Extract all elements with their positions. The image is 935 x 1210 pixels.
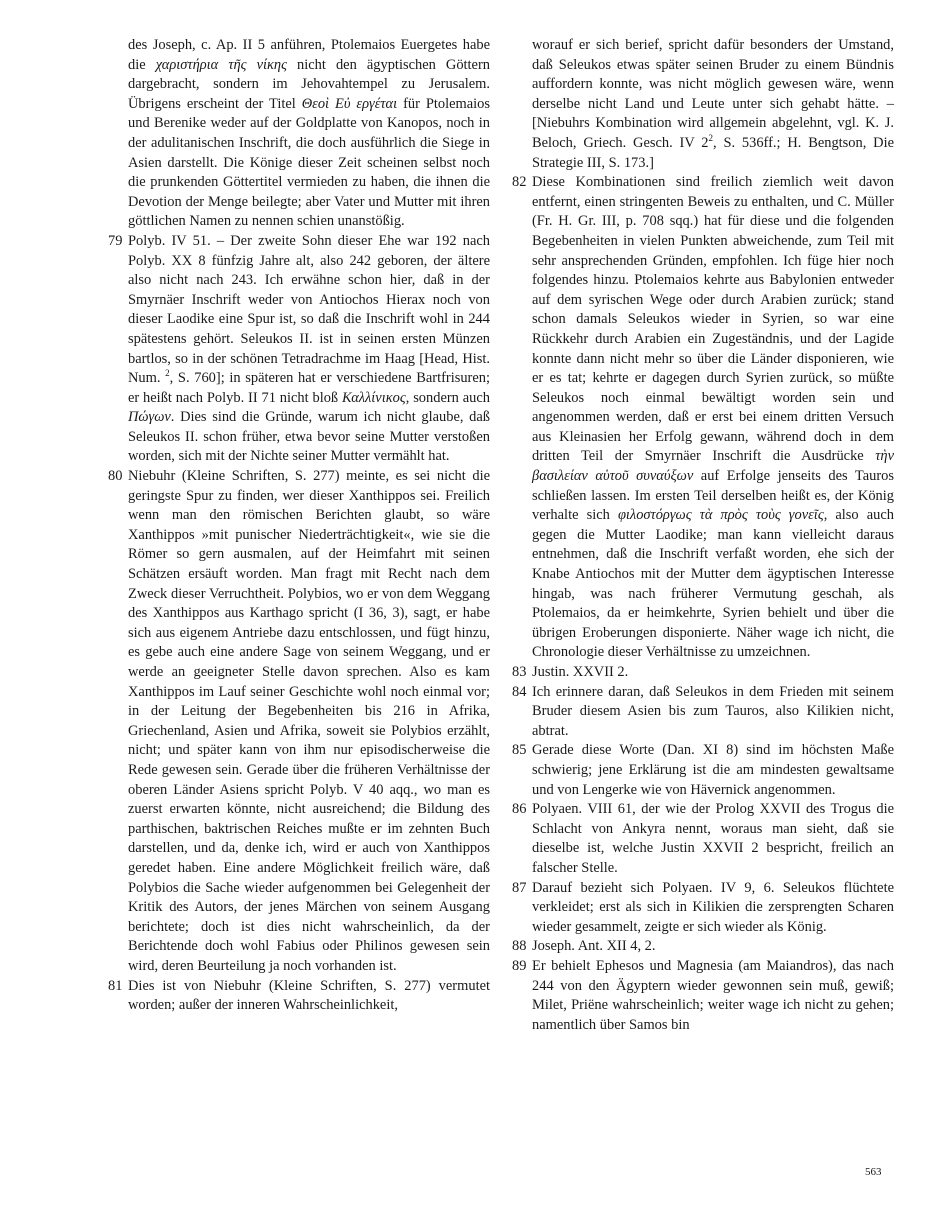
footnote-number: 79 <box>108 232 123 249</box>
footnote-number: 80 <box>108 468 123 485</box>
continued-note-81: worauf er sich berief, spricht dafür besonders der Umstand, daß Seleukos etwas später seinen Bruder zu einem Bündnis auffordern konnte, was nicht möglich gewesen wäre, wenn derselbe nicht Land und Leute unter sich gehabt hätte. – [Niebuhrs Kombination wird allgemein abgelehnt, vgl. K. J. Beloch, Griech. Gesch. IV $2^2$, S. 536ff.; H. Bengtson, Die Strategie III, S. 173.] <box>532 37 894 171</box>
left-column <box>108 36 490 1016</box>
footnote-83: 83 Justin. XXVII 2. <box>512 663 894 683</box>
greek-text: τὴν βασιλείαν αὑτοῦ συναύξων <box>532 448 894 485</box>
greek-text: φιλοστόργως τὰ πρὸς τοὺς γονεῖς <box>617 507 824 524</box>
footnote-88: 88 Joseph. Ant. XII 4, 2. <box>512 937 894 957</box>
footnote-number: 85 <box>512 742 527 759</box>
footnote-82: 82 Diese Kombinationen sind freilich ziemlich weit davon entfernt, einen stringenten Beweis zu enthalten, und C. Müller (Fr. H. Gr. III, p. 708 sqq.) hat für diese und die folgenden Begebenheiten in vielen Punkten abweichende, zum Teil mit sehr ansprechenden Gründen, empfohlen. Ich füge hier noch folgendes hinzu. Ptolemaios kehrte aus Babylonien entweder auf dem syrischen Wege oder durch Arabien zurück; stand schon damals Seleukos wieder in Syrien, so war eine Rückkehr durch Arabien ein Zugeständnis, und der Lagide konnte dann nicht mehr so über die Länder disponieren, wie er es tat; kehrte er dagegen durch Syrien zurück, so müßte Seleukos noch einmal bewältigt worden sein und angenommen werden, daß er erst bei einem dritten Versuch aus Kleinasien her Erfolg gewann, während doch in dem dritten Teil der Smyrnäer Inschrift die Ausdrücke τὴν βασιλείαν αὑτοῦ συναύξων auf Erfolge jenseits des Tauros schließen lassen. Im ersten Teil derselben heißt es, der König verhalte sich φιλοστόργως τὰ πρὸς τοὺς γονεῖς, also auch gegen die Mutter Laodike; man kann vielleicht daraus entnehmen, daß die Inschrift verfaßt worden, ehe sich der Knabe Antiochos mit der Mutter dem ägyptischen Interesse hingab, was nach früherer Vermutung geschah, als Ptolemaios, da er heimkehrte, Syrien behielt und über die übrigen Eroberungen disponierte. Näher wage ich nicht, die Chronologie dieser Verhältnisse zu umzeichnen. <box>512 174 894 661</box>
footnote-86: 86 Polyaen. VIII 61, der wie der Prolog XXVII des Trogus die Schlacht von Ankyra nennt, woraus man sieht, daß sie dieselbe ist, welche Justin XXVII 2 bespricht, freilich an falscher Stelle. <box>512 801 894 876</box>
footnote-81: 81 Dies ist von Niebuhr (Kleine Schriften, S. 277) vermutet worden; außer der inneren Wahrscheinlichkeit, <box>108 977 490 1014</box>
greek-text: Θεοὶ Εὐ εργέται <box>301 95 398 112</box>
footnote-89: 89 Er behielt Ephesos und Magnesia (am Maiandros), das nach 244 von den Ägyptern wieder gewonnen sein muß, gewiß; Milet, Priëne wahrscheinlich; weiter wage ich nicht zu gehen; namentlich über Samos bin <box>512 957 894 1033</box>
greek-text: Πώγων <box>128 409 171 426</box>
footnote-number: 83 <box>512 664 527 680</box>
page-number: 563 <box>865 1166 882 1178</box>
superscript: 2 <box>165 368 170 379</box>
greek-text: χαριστήρια τῆς νίκης <box>155 56 287 73</box>
superscript: 2 <box>708 133 714 144</box>
greek-text: Καλλίνικος <box>341 389 406 406</box>
right-column <box>512 36 894 1035</box>
footnote-number: 81 <box>108 977 123 994</box>
footnote-number: 88 <box>512 938 527 955</box>
continued-note-78: des Joseph, c. Ap. II 5 anführen, Ptolemaios Euergetes habe die χαριστήρια τῆς νίκης nicht den ägyptischen Göttern dargebracht, sondern im Jehovahtempel zu Jerusalem. Übrigens erscheint der Titel Θεοὶ Εὐ εργέται für Ptolemaios und Berenike weder auf der Goldplatte von Kanopos, noch in der adulitanischen Inschrift, die doch ausführlich die Siege in Asien darstellt. Die Könige dieser Zeit scheinen selbst noch die prunkenden Göttertitel vermieden zu haben, die ihnen die Devotion der Menge beilegte; aber Vater und Mutter mit ihren göttlichen Namen zu nennen schien unanstößig. <box>128 37 491 230</box>
footnote-number: 87 <box>512 879 527 896</box>
footnote-80: 80 Niebuhr (Kleine Schriften, S. 277) meinte, es sei nicht die geringste Spur zu finden, wer dieser Xanthippos sei. Freilich wenn man den römischen Berichten glaubt, so wäre Xanthippos »mit punischer Niederträchtigkeit«, wie sie die Römer so gern ausmalen, auf der Heimfahrt mit seinen Schätzen ersäuft worden. Man fragt mit Recht nach dem Zweck dieser Verruchtheit. Polybios, wo er von dem Weggang des Xanthippos aus Karthago spricht (I 36, 3), sagt, er habe sich aus eigenem Antriebe dazu entschlossen, und fügt hinzu, es gebe auch eine andere Sage von seinem Weggang, und er werde an geeigneter Stelle davon sprechen. Also es kam Xanthippos im Lauf seiner Geschichte wohl noch einmal vor; in der Leitung der Begebenheiten bis 216 in Afrika, Griechenland, Asien und Afrika, soweit sie Polybios erzählt, nicht; und später kann von ihm nur episodischerweise die Rede gewesen sein. Gerade über die früheren Verhältnisse der oberen Länder Asiens spricht Polyb. V 40 aqq., wo man es zuerst erwarten könnte, nicht ausreichend; die Bildung des parthischen, baktrischen Reiches mußte er im zehnten Buch darstellen, und da, denke ich, wird er auch von Xanthippos geredet haben. Eine andere Möglichkeit freilich wäre, daß Polybios die Sache wieder aufgenommen bei Gelegenheit der Kritik des Autors, der jenes Märchen von seinem Ausgang berichtete; doch ist dies nicht wahrscheinlich, da der Berichtende doch wohl Fabius oder Philinos gewesen sein wird, deren Beurteilung ja noch vorhanden ist. <box>108 468 490 974</box>
footnote-79: 79 Polyb. IV 51. – Der zweite Sohn dieser Ehe war 192 nach Polyb. XX 8 fünfzig Jahre alt, also 242 geboren, der ältere also nicht nach 243. Ich erwähne schon hier, daß in der Smyrnäer Inschrift weder von Antiochos Hierax noch von dieser Laodike eine Spur ist, so daß die Inschrift wohl in 244 spätestens gehört. Seleukos II. ist in seinen ersten Münzen bartlos, so in der schönen Tetradrachme im Haag [Head, Hist. Num. $^2$, S. 760]; in späteren hat er verschiedene Bartfrisuren; er heißt nach Polyb. II 71 nicht bloß Καλλίνικος, sondern auch Πώγων. Dies sind die Gründe, warum ich nicht glaube, daß Seleukos II. schon früher, etwa bevor seine Mutter verstoßen worden, sich mit der Nichte seiner Mutter vermählt hat. <box>108 232 491 465</box>
footnote-number: 86 <box>512 801 527 818</box>
footnote-84: 84 Ich erinnere daran, daß Seleukos in dem Frieden mit seinem Bruder diesem Asien bis zum Tauros, also Kilikien nicht, abtrat. <box>512 683 894 739</box>
footnote-number: 89 <box>512 957 527 974</box>
footnote-85: 85 Gerade diese Worte (Dan. XI 8) sind im höchsten Maße schwierig; jene Erklärung ist die am mindesten gewaltsame und von Lengerke wie von Hävernick angenommen. <box>512 742 894 798</box>
footnote-number: 84 <box>512 683 527 700</box>
footnote-87: 87 Darauf bezieht sich Polyaen. IV 9, 6. Seleukos flüchtete verkleidet; erst als sich in Kilikien die zersprengten Scharen wieder gesammelt, zeigte er sich wieder als König. <box>512 879 894 935</box>
footnote-number: 82 <box>512 174 527 191</box>
